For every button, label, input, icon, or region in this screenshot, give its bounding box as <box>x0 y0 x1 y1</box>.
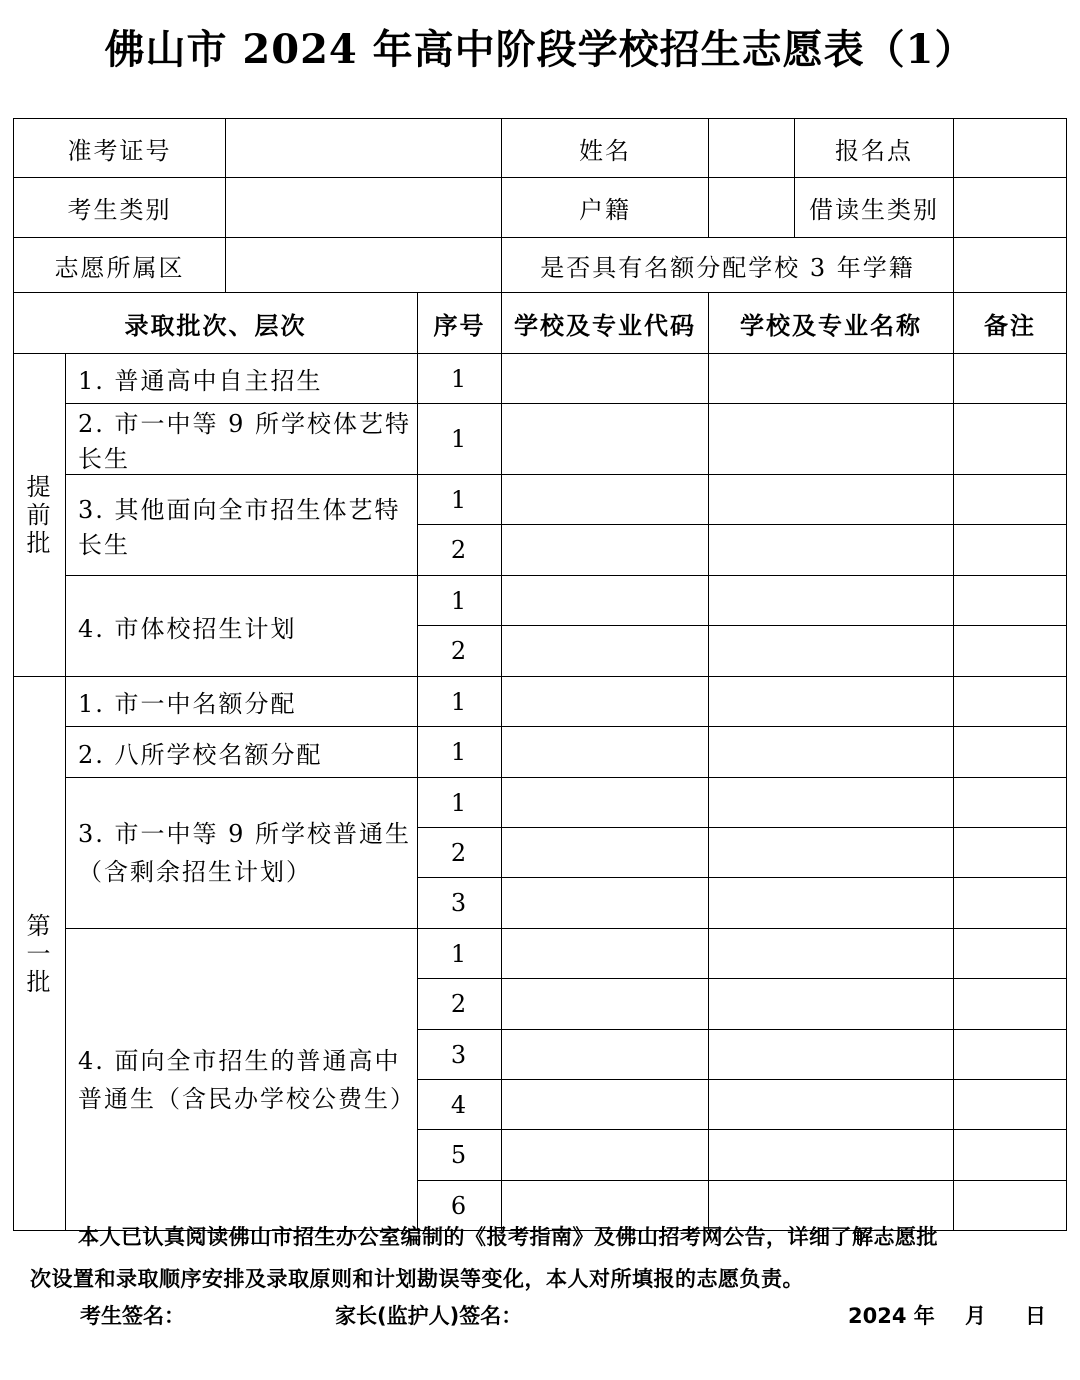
borrow-label: 借读生类别 <box>795 178 954 238</box>
code-cell[interactable] <box>502 1130 709 1181</box>
remark-cell[interactable] <box>954 576 1067 626</box>
quota-field[interactable] <box>954 238 1067 293</box>
seq-number: 2 <box>418 626 502 677</box>
school-name-cell[interactable] <box>709 525 954 576</box>
remark-cell[interactable] <box>954 404 1067 475</box>
student-signature-label: 考生签名： <box>80 1304 185 1328</box>
code-cell[interactable] <box>502 1080 709 1130</box>
school-name-cell[interactable] <box>709 828 954 878</box>
date-month: 月 <box>965 1304 986 1328</box>
remark-cell[interactable] <box>954 677 1067 727</box>
code-header: 学校及专业代码 <box>502 293 709 354</box>
school-name-cell[interactable] <box>709 354 954 404</box>
borrow-field[interactable] <box>954 178 1067 238</box>
seq-number: 2 <box>418 828 502 878</box>
code-cell[interactable] <box>502 929 709 979</box>
code-cell[interactable] <box>502 828 709 878</box>
page-title: 佛山市 2024 年高中阶段学校招生志愿表（1） <box>104 26 976 73</box>
code-cell[interactable] <box>502 475 709 525</box>
remark-cell[interactable] <box>954 475 1067 525</box>
notice-line-1: 本人已认真阅读佛山市招生办公室编制的《报考指南》及佛山招考网公告，详细了解志愿批 <box>78 1225 938 1249</box>
school-name-cell[interactable] <box>709 878 954 929</box>
code-cell[interactable] <box>502 576 709 626</box>
exam-id-field[interactable] <box>226 119 502 178</box>
remark-cell[interactable] <box>954 778 1067 828</box>
seq-number: 1 <box>418 778 502 828</box>
remark-cell[interactable] <box>954 1130 1067 1181</box>
first-batch-char: 一 <box>26 939 53 968</box>
name-label: 姓名 <box>502 119 709 178</box>
first-item-3 <box>66 778 418 929</box>
early-item-4: 4. 市体校招生计划 <box>66 576 418 677</box>
seq-number: 1 <box>418 404 502 475</box>
seq-number: 1 <box>418 677 502 727</box>
category-field[interactable] <box>226 178 502 238</box>
first-item-4 <box>66 929 418 1231</box>
early-item-3: 3. 其他面向全市招生体艺特长生 <box>66 475 418 576</box>
code-cell[interactable] <box>502 404 709 475</box>
early-batch-char: 批 <box>26 529 53 557</box>
school-name-cell[interactable] <box>709 1080 954 1130</box>
parent-signature-label: 家长(监护人)签名： <box>335 1304 523 1328</box>
seq-number: 6 <box>418 1181 502 1231</box>
remark-cell[interactable] <box>954 979 1067 1030</box>
reg-point-label: 报名点 <box>795 119 954 178</box>
remark-header: 备注 <box>954 293 1067 354</box>
remark-cell[interactable] <box>954 354 1067 404</box>
remark-cell[interactable] <box>954 929 1067 979</box>
code-cell[interactable] <box>502 778 709 828</box>
seq-number: 1 <box>418 354 502 404</box>
first-item-4-line: 4. 面向全市招生的普通高中 <box>78 1046 401 1075</box>
seq-number: 3 <box>418 878 502 929</box>
seq-number: 2 <box>418 979 502 1030</box>
early-item-1: 1. 普通高中自主招生 <box>66 354 418 404</box>
school-name-cell[interactable] <box>709 576 954 626</box>
seq-number: 1 <box>418 576 502 626</box>
remark-cell[interactable] <box>954 727 1067 778</box>
school-name-cell[interactable] <box>709 929 954 979</box>
notice-line-2: 次设置和录取顺序安排及录取原则和计划勘误等变化，本人对所填报的志愿负责。 <box>30 1267 804 1291</box>
first-item-3-line: （含剩余招生计划） <box>78 858 312 886</box>
district-label: 志愿所属区 <box>14 238 226 293</box>
code-cell[interactable] <box>502 677 709 727</box>
first-item-3-line: 3. 市一中等 9 所学校普通生 <box>78 820 412 848</box>
early-batch-char: 前 <box>26 501 53 529</box>
remark-cell[interactable] <box>954 525 1067 576</box>
first-item-4-line: 普通生（含民办学校公费生） <box>78 1084 416 1113</box>
seq-number: 3 <box>418 1030 502 1080</box>
school-name-cell[interactable] <box>709 404 954 475</box>
name-field[interactable] <box>709 119 795 178</box>
date-day: 日 <box>1025 1304 1046 1328</box>
school-name-cell[interactable] <box>709 979 954 1030</box>
application-form-table <box>13 118 1067 1231</box>
school-name-cell[interactable] <box>709 778 954 828</box>
seq-number: 4 <box>418 1080 502 1130</box>
household-label: 户籍 <box>502 178 709 238</box>
household-field[interactable] <box>709 178 795 238</box>
school-name-cell[interactable] <box>709 1130 954 1181</box>
school-name-cell[interactable] <box>709 727 954 778</box>
first-item-1: 1. 市一中名额分配 <box>66 677 418 727</box>
code-cell[interactable] <box>502 727 709 778</box>
seq-header: 序号 <box>418 293 502 354</box>
first-batch-char: 第 <box>26 911 53 940</box>
code-cell[interactable] <box>502 1030 709 1080</box>
remark-cell[interactable] <box>954 626 1067 677</box>
early-batch-char: 提 <box>26 473 53 501</box>
first-batch-label <box>14 677 66 1231</box>
quota-label: 是否具有名额分配学校 3 年学籍 <box>502 238 954 293</box>
first-batch-char: 批 <box>26 967 53 996</box>
code-cell[interactable] <box>502 979 709 1030</box>
batch-header: 录取批次、层次 <box>14 293 418 354</box>
code-cell[interactable] <box>502 525 709 576</box>
seq-number: 1 <box>418 475 502 525</box>
notice-text <box>30 1216 1060 1300</box>
seq-number: 5 <box>418 1130 502 1181</box>
school-name-cell[interactable] <box>709 677 954 727</box>
remark-cell[interactable] <box>954 1080 1067 1130</box>
remark-cell[interactable] <box>954 1030 1067 1080</box>
early-item-2: 2. 市一中等 9 所学校体艺特长生 <box>66 404 418 475</box>
seq-number: 1 <box>418 727 502 778</box>
district-field[interactable] <box>226 238 502 293</box>
category-label: 考生类别 <box>14 178 226 238</box>
remark-cell[interactable] <box>954 878 1067 929</box>
school-name-cell[interactable] <box>709 1030 954 1080</box>
school-name-cell[interactable] <box>709 626 954 677</box>
date-year: 2024 年 <box>848 1304 935 1328</box>
school-name-cell[interactable] <box>709 475 954 525</box>
school-name-header: 学校及专业名称 <box>709 293 954 354</box>
reg-point-field[interactable] <box>954 119 1067 178</box>
code-cell[interactable] <box>502 626 709 677</box>
seq-number: 1 <box>418 929 502 979</box>
code-cell[interactable] <box>502 354 709 404</box>
seq-number: 2 <box>418 525 502 576</box>
remark-cell[interactable] <box>954 828 1067 878</box>
code-cell[interactable] <box>502 878 709 929</box>
first-item-2: 2. 八所学校名额分配 <box>66 727 418 778</box>
early-batch-label <box>14 354 66 677</box>
exam-id-label: 准考证号 <box>14 119 226 178</box>
